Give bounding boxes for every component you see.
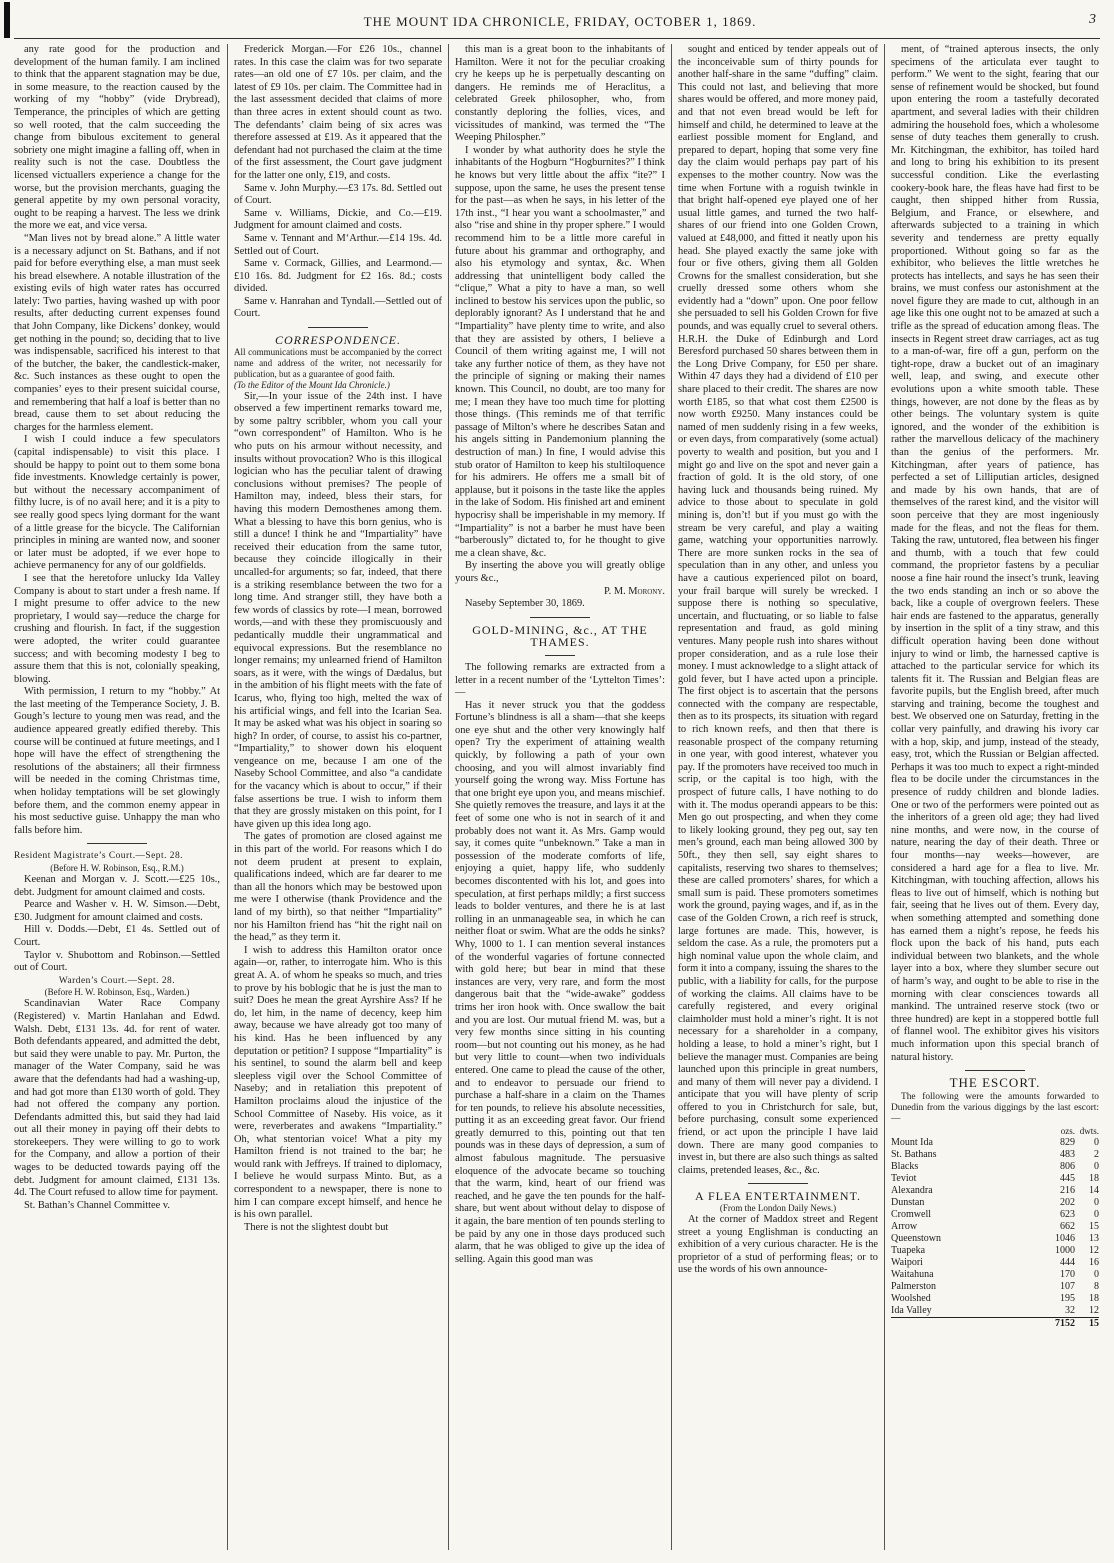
case-entry: Taylor v. Shubottom and Robinson.—Settled out of Court. [14,949,220,974]
page-number: 3 [1089,12,1096,27]
letter-paragraph: Sir,—In your issue of the 24th inst. I have observed a few impertinent remarks toward me, by some paltry scribbler, whom you call your “own correspondent” of Hamilton. Who is he who puts on his armour without necessity, and insults without provocation? Who is this illogical logician who has the peculiar talent of drawing conclusions without premises? The people of Hamilton may, indeed, bless their stars, for having this modern Demosthenes among them. What a blessing to have this born genius, who is still a dunce! I think he and “Impartiality” have received their education from the same tutor, because they coincide illogically in their uncalled-for arguments; so far, indeed, that there is a striking resemblance between the two for a long time. And stranger still, they have both a few words of classics by rote—I mean, borrowed words,—and with these they promiscuously and pedantically muddle their ungrammatical and equivocal expressions. But the resemblance no longer remains; my unlearned friend of Hamilton soars, as it were, with the wings of Dædalus, but in the ambition of his flight meets with the fate of Icarus, who, flying too high, melted the wax of his artificial wings, and fell into the Icarian Sea. It may be asked what was his object in soaring so high? In order, of course, to assist his co-partner, “Impartiality,” to shower down his eloquent vengeance on me, because I am one of the Naseby School Committee, and also “a candidate for the vacancy which is about to occur,” if their false assertions be true. I wish to inform them that they are grossly mistaken on this point, for I have given up this idea long ago. [234,390,442,830]
escort-total-dwts: 15 [1075,1317,1099,1330]
case-entry: Same v. Hanrahan and Tyndall.—Settled out of Court. [234,295,442,320]
section-rule [965,1070,1025,1071]
table-row: Arrow 662 15 [891,1220,1099,1232]
table-row: Cromwell 623 0 [891,1208,1099,1220]
case-entry: Keenan and Morgan v. J. Scott.—£25 10s., debt. Judgment for amount claimed and costs. [14,874,220,898]
letter-dateline: Naseby September 30, 1869. [465,598,585,610]
table-row: Woolshed 195 18 [891,1292,1099,1304]
article-paragraph: The following remarks are extracted from a letter in a recent number of the ‘Lyttelton Times’:— [455,661,665,699]
units-ozs: ozs. [1060,1125,1075,1136]
paragraph: any rate good for the production and development of the human family. I am inclined to think that the apparent stagnation may be due, in some measure, to the reaction caused by the working of my “hobby” (vide Drybread), Temperance, the principles of which are getting so well rooted, that the calm succeeding the change from bibulous excitement to general sobriety one might imagine a falling off, when in reality such is not the case. Doubtless the licensed victuallers experience a change for the worse, but the provision merchants, guaging the general appetite by my own personal voracity, ought to be reaping a harvest. The less we drink the more we eat, and vice versa. [14,44,220,232]
court-subheading: (Before H. W. Robinson, Esq., Warden.) [44,987,190,998]
table-row: Alexandra 216 14 [891,1184,1099,1196]
correspondence-heading: CORRESPONDENCE. [275,333,401,348]
column-3 [455,44,665,1550]
table-row: Waipori 444 16 [891,1256,1099,1268]
column-rule [448,44,449,1550]
section-rule [308,327,368,328]
table-row: Palmerston 107 8 [891,1280,1099,1292]
table-row: Queenstown 1046 13 [891,1232,1099,1244]
letter-paragraph: this man is a great boon to the inhabitants of Hamilton. Were it not for the peculiar croaking cry he keeps up he is perpetually descanting on dangers. He reminds me of Heraclitus, a celebrated Greek philosopher, who, from constantly deploring the follies, vices, and vicissitudes of mankind, was termed the “The Weeping Philospher.” [455,44,665,144]
column-1 [14,44,220,1550]
case-entry: Same v. John Murphy.—£3 17s. 8d. Settled out of Court. [234,182,442,207]
case-entry: Same v. Williams, Dickie, and Co.—£19. Judgment for amount claimed and costs. [234,207,442,232]
flea-heading: A FLEA ENTERTAINMENT. [694,1189,862,1204]
case-entry: Same v. Cormack, Gillies, and Learmond.—£10 16s. 8d. Judgment for £2 16s. 8d.; costs divided. [234,258,442,295]
table-row: Dunstan 202 0 [891,1196,1099,1208]
paragraph: “Man lives not by bread alone.” A little water is a necessary adjunct on St. Bathans, and if not paid for before everything else, a man must seek his bread elsewhere. A notable illustration of the existing evils of high water rates has occurred lately: Two parties, having washed up with poor results, after deducting current expenses found that John Company, like Dickens’ donkey, would get nothing in the pound; so, deciding that to live was indispensable, sacrificed his interest to that of the butcher, the baker, the candlestick-maker, &c. Such instances as these ought to open the companies’ eyes to their present suicidal course, and remembering that half a loaf is better than no bread, cause them to set about reducing the charges for the harmless element. [14,232,220,433]
letter-paragraph: By inserting the above you will greatly oblige yours &c., [455,560,665,584]
paragraph: I see that the heretofore unlucky Ida Valley Company is about to start under a fresh name. If I might presume to offer advice to the new proprietary, I would say—reduce the charge for crushing and flourish. In fact, if the suggestion were adopted, the writer could guarantee success; and with becoming modesty I beg to assure them that this is not, colonially speaking, blowing. [14,572,220,685]
paragraph: I wish I could induce a few speculators (capital indispensable) to visit this place. I should be happy to point out to them some bona fide investments. Knowledge certainly is power, but without the necessary accompaniment of filthy lucre, is of no avail here; and it is a pity to see really good specs lying dormant for the want of a little grease for the bicycle. The Californian principles in mining are wanted now, and sooner or later must be adopted, if we ever hope to achieve permanency for any of our goldfields. [14,434,220,572]
units-dwts: dwts. [1079,1125,1099,1136]
section-rule [87,843,147,844]
escort-table [891,1125,1099,1330]
court-subheading: (Before H. W. Robinson, Esq., R.M.) [50,863,184,873]
case-entry: Frederick Morgan.—For £26 10s., channel rates. In this case the claim was for two separate rates—an old one of £7 10s. per claim, and the latest of £9 10s. per claim. The Committee had in the last assessment decided that claims of more than three acres in extent should count as two. The defendants’ claim being of six acres was therefore assessed at £19. As it appeared that the defendant had not purchased the claim at the time of the first assessment, the Court gave judgment for the latter one only, £19, and costs. [234,44,442,181]
correspondence-note: All communications must be accompanied by the correct name and address of the writer, not necessarily for publication, but as a guarantee of good faith. [234,346,442,379]
table-row: St. Bathans 483 2 [891,1148,1099,1160]
table-row: Ida Valley 32 12 [891,1304,1099,1316]
article-paragraph: At the corner of Maddox street and Regent street a young Englishman is conducting an exhibition of a very curious character. He is the proprietor of a stud of performing fleas; or to use the words of his own announce- [678,1214,878,1276]
section-rule [530,617,590,618]
paragraph: With permission, I return to my “hobby.” At the last meeting of the Temperance Society, J. B. Gough’s lecture to young men was read, and the audience appeared greatly edified thereby. This course will be continued at future meetings, and I hope will have the effect of strengthening the resolutions of the abstainers; all their firmness will be needed in the coming Christmas time, when holiday temptations will be set glowingly before them, and the common enemy appear in his most seductive guise. Unhappy the man who falls before him. [14,686,220,836]
column-2 [234,44,442,1550]
table-row: Teviot 445 18 [891,1172,1099,1184]
escort-intro: The following were the amounts forwarded to Dunedin from the various diggings by the last escort:— [891,1091,1099,1124]
masthead-title: THE MOUNT IDA CHRONICLE, FRIDAY, OCTOBER 1, 1869. [363,14,757,29]
case-entry: Scandinavian Water Race Company (Registered) v. Martin Hanlahan and Edwd. Walsh. Debt, £131 13s. 4d. for rent of water. Both defendants appeared, and admitted the debt, but said they were unable to pay. Mr. Purton, the manager of the Water Company, said he was aware that the defendants had had a washing-up, and had got more than £130 worth of gold. They had not offered the company any portion. Defendants admitted this, but said they had laid out all their money in paying off their debts to storekeepers. They were willing to go to work for the Company, and allow a portion of their wages to be deducted towards paying off the debt. Judgment for amount claimed, £131 13s. 4d. The Court refused to allow time for payment. [14,998,220,1199]
to-editor-line: (To the Editor of the Mount Ida Chronicle.) [234,379,390,390]
flea-source: (From the London Daily News.) [719,1203,837,1214]
letter-paragraph: There is not the slightest doubt but [244,1221,389,1233]
case-entry: Same v. Tennant and M‘Arthur.—£14 19s. 4d. Settled out of Court. [234,232,442,257]
case-entry: Pearce and Washer v. H. W. Simson.—Debt, £30. Judgment for amount claimed and costs. [14,899,220,923]
table-row: Waitahuna 170 0 [891,1268,1099,1280]
court-heading: Resident Magistrate’s Court.—Sept. 28. [14,851,183,862]
escort-heading: THE ESCORT. [949,1075,1041,1091]
article-paragraph: sought and enticed by tender appeals out of the inconceivable sum of thirty pounds for another half-share in the same “duffing” claim. This could not last, and believing that more shares would be offered, and more money paid, and that not even bread would be left for himself and child, he determined to leave at the earliest possible moment for England, and prepared to depart, hoping that some very fine day the claim would perhaps pay part of his expenses to the mother country. Now was the time when Fortune with a roguish twinkle in that bright half-opened eye played one of her usual little games, and turned the two half-shares of our friend into one Golden Crown, valued at £48,000, and fitted it neatly upon his head. She played exactly the same joke with four or five others, giving them all Golden Crowns for the smallest consideration, but she cruelly dressed some others whom she evidently had a “down” upon. One poor fellow she persuaded to sell his Golden Crown for five pounds, and was equally cruel to several others. H.R.H. the Duke of Edinburgh and Lord Beresford purchased 50 shares between them in the Long Drive Company, for £50 per share. Within 47 days they had a dividend of £10 per share placed to their credit. The shares are now worth £185, so that what cost them £2500 is now worth £9250. Many instances could be named of men suddenly rising in a few weeks, or even days, from comparatively (some actual) poverty to wealth and position, but you and I might go and live on the spot and never gain a fraction of gold. It is the old story, of one having luck and thousands being ruined. My advice to those about to speculate in gold mining is, don’t! but if you must go with the stream be very careful, and play a waiting game, watching your opportunities narrowly. There are more sunken rocks in the sea of speculation than in any other, and unless you have a cautious experienced pilot on board, your frail barque will surely be wrecked. I suppose there is nothing so speculative, uncertain, and fluctuating, or so liable to false representation and fraud, as gold mining ventures. Many people rush into shares without proper consideration, and as a rule lose their money. I must acknowledge to a slight attack of gold fever, but I have acted upon a principle. The first object is to ascertain that the persons connected with the company are respectable, then as to its prospects, its situation with regard to rich known reefs, and then that there is reasonable prospect of the company returning in one year, with good interest, whatever you pay. If the promoters have received too much in scrip, or the capital is too high, with the prospect of future calls, I have nothing to do with it. The modus operandi appears to be this: Men go out prospecting, and when they come to likely looking ground, they peg out, say ten men’s ground, each man being allowed 300 by 50ft., they then sell, say eight shares to capitalists, reserving two shares to themselves; these are called promoters’ shares, for which a small sum is paid. These promoters sometimes work the ground, paying wages, and if, as in the case of the Golden Crown, a rich reef is struck, large fortunes are made. This, however, is seldom the case. As a rule, the promoters put a high nominal value upon the whole claim, and form it into a company, issuing the shares to the public, with a liability for calls, for the purpose of working the claims. All claims have to be carefully registered, and every original claimholder must hold a miner’s right. It is not necessary for a shareholder in a company, holding a lease, to hold a miner’s right, but I believe the manager must. Companies are being launched upon this principle in great numbers, and many of them will never pay a dividend. I anticipate that you will have plenty of scrip offered to you in Christchurch for sale, but, before purchasing, consult some experienced friend, or act upon the principle I have laid down. There are many good companies to invest in, but there are also such things as salted claims, pretended leases, &c., &c. [678,44,878,1176]
case-entry: St. Bathan’s Channel Committee v. [24,1199,170,1211]
letter-paragraph: The gates of promotion are closed against me in this part of the world. For reasons which I do not deem prudent at present to explain, qualifications indeed, which are far dearer to me than all the honors which may be bestowed upon me were I otherwise (thank Providence and the land of my birth), so that neither “Impartiality” nor his Hamilton friend has “hit the right nail on the head,” as they term it. [234,831,442,944]
letter-paragraph: I wish to address this Hamilton orator once again—or, rather, to interrogate him. Who is this great A. A. of whom he speaks so much, and tries to prove by his boblogic that he is just the man to suit? Does he mean the great Ayrshire Ass? If he do, let him, in the name of decency, keep him away, because we have already got too many of his kind. Has he been influenced by any deputation or petition? I suppose “Impartiality” is his sentinel, to sound the alarm bell and keep sleepless vigil over the School Committee of Naseby; and in retaliation this prepotent of Hamilton proclaims aloud the injustice of the School Committee of Naseby. His voice, as it were, reverberates and awakens “Impartiality.” Oh, what stentorian voice! What a pity my Hamilton friend is not trained to the bar; he would rank with Jeffreys. If trained to diplomacy, I believe he would surpass Minto. But, as a correspondent to a newspaper, there is none to him I can compare except himself, and hence he is his own parallel. [234,944,442,1221]
masthead-rule [14,38,1100,39]
masthead [0,0,1114,40]
escort-units-row [891,1125,1099,1137]
escort-total-ozs: 7152 [1041,1317,1075,1330]
margin-mark [4,2,10,38]
column-4 [678,44,878,1550]
table-row: Tuapeka 1000 12 [891,1244,1099,1256]
section-rule [545,655,575,656]
column-rule [884,44,885,1550]
gold-mining-heading: GOLD-MINING, &c., AT THE THAMES. [472,622,648,650]
article-paragraph: ment, of “trained apterous insects, the only specimens of the articulata ever taught to perform.” We went to the sight, fearing that our sense of refinement would be shocked, but found upon entering the room a tastefully decorated apartment, and several ladies with their children admiring the household foes, which a wholesome sense of duty teaches them generally to crush. Mr. Kitchingman, the exhibitor, has toiled hard and long to bring his exhibition to its present successful condition. Like the everlasting cookery-book hare, the fleas have had first to be caught, then shipped hither from Russia, Belgium, and France, or elsewhere, and afterwards subjected to a training in which severity and tenderness are pretty equally proportioned. Without going so far as the exhibitor, who believes the little wretches he protects has intellects, and says he has seen their brains, we must confess our astonishment at the novel figure they are made to cut, although in an age like this one ought not to be amazed at such a trifle as the spread of education among fleas. The insects in Regent street draw carriages, act as tug to a man-of-war, fire off a gun, perform on the tight-rope, draw a bucket out of an imaginary well, leap, and swing, and execute other evolutions upon a white smooth table. These things, however, are not done by the fleas as by other beings. The voluntary system is quite ignored, and the wonder of the exhibition is rather the marvellous delicacy of the machinery than the genius of the performers. Mr. Kitchingman, after years of patience, has perfected a set of Lilliputian articles, designed and made by his own hands, that are of themselves of the rarest kind, and the visitor will soon perceive that they are most ingeniously made for the fleas, and not the fleas for them. Taking the raw, untutored, flea between his finger and thumb, with a touch that few could command, the proprietor fastens by a peculiar noose a fine hair round the insect’s trunk, leaving the two ends standing an inch or so above the back, like a couple of overgrown feelers. These hair ends are fastened to the apparatus, generally by insertion in the split of a tiny straw, and this difficult operation having been done without injury to wind or limb, the harnessed captive is attached to the particular service for which its talents fit it. The Russian and Belgian fleas are favorite pupils, but the English breed, after much starving and training, become the toughest and best. We observed one on Saturday, fretting in the collar very painfully, and drawing his ivory car with a hop, skip, and jump, instead of the steady, easy, trot, which the Russian or Belgian affected. Perhaps it was too much to expect a right-minded flea to be docile under the circumstances in the presence of ruddy children and blonde ladies. One or two of the performers were pointed out as the inheritors of a green old age; they had lived nine months, and were now, in the course of nature, nearing the day of their death. Three or four months—nay weeks—however, are considered a hard age for a flea to live. Mr. Kitchingman, with touching affection, allows his fleas to live out of himself, which is nothing but fair, seeing that he lives out of them. Every day, when something attempted and something done has earned them a night’s repose, he feeds his flock upon the back of his hand, puts each individual between two blankets, and the whole layer into a box, where they slumber secure out of harm’s way, and ought to be able to rise in the morning with clear consciences towards all mankind. The untrained reserve stock (two or three hundred) are kept in a stoppered bottle full of flannel wool. The exhibitor gives his visitors much information upon this special branch of natural history. [891,44,1099,1063]
article-paragraph: Has it never struck you that the goddess Fortune’s blindness is all a sham—that she keeps one eye shut and the other very knowingly half open? Try the experiment of attaining wealth quickly, by following a path of your own choosing, and you will almost invariably find yourself going the wrong way. Miss Fortune has that one bright eye upon you, and means mischief. She quietly removes the treasure, and lays it at the feet of some one who is not in search of it and probably does not want it. As Mrs. Gamp would say, it comes quite “unbeknown.” Take a man in possession of the moderate comforts of life, enjoying a quiet, happy life, who suddenly becomes discontented with his lot, and goes into speculation, at first perhaps mildly; a first success leads to bolder ventures, and there he is at last rolling in an unmanageable sea, in which he can neither float or swim. What are the odds he sinks? Why, 1000 to 1. I can mention several instances of the wonderful vagaries of fortune connected with gold here; but bear in mind that these instances are very, very rare, and form the most dangerous bait that the “wide-awake” goddess trims her iron hook with. Once swallow the bait and you are lost. Our mutual friend M. was, but a very few months since sitting in his counting room—but not counting out his money, as he had but very little to count—when two individuals entered. One came to plead the cause of the other, and to endeavor to persuade our friend to purchase a half-share in a claim on the Thames for ten pounds, to relieve his absolute necessities, putting it as an exceeding great favor. Our friend greatly demurred to this, pointing out that ten pounds was in these days of depression, a sum of almost fabulous magnitude. The persuasive eloquence of the advocate became so touching that the warm, kind, heart of our friend was reached, and he gave the ten pounds for the half-share, but went about without delay to dispose of it again, the bare mention of ten pounds sterling to be paid by any one in those days produced such alarm, that he was obliged to give up the idea of selling. Again this good man was [455,699,665,1265]
court-heading: Warden’s Court.—Sept. 28. [58,975,176,986]
case-entry: Hill v. Dodds.—Debt, £1 4s. Settled out of Court. [14,924,220,948]
letter-signature: P. M. Morony. [604,585,665,597]
column-rule [227,44,228,1550]
column-5 [891,44,1099,1550]
column-rule [671,44,672,1550]
table-row: Blacks 806 0 [891,1160,1099,1172]
section-rule [748,1183,808,1184]
table-row: Mount Ida 829 0 [891,1136,1099,1148]
escort-total-row [891,1317,1099,1330]
letter-paragraph: I wonder by what authority does he style the inhabitants of the Hogburn “Hogburnites?” I think he knows but very little about the affix “ite?” I suppose, upon the same, he uses the present tense for the past—as when he says, in his letter of the 17th inst., “I hear you want a schoolmaster,” and also “rise and shine in thy proper sphere.” I would recommend him to be a little more careful in future about his grammar and orthography, and also his etymology and syntax, &c. When addressing that unintelligent body called the “clique,” What a pity to have a man, so well inclined to bestow his services upon the public, so deplorably ignorant? As I understand that he and “Impartiality” have plenty time to write, and also that they are assisted by others, I believe a Council of them writing against me, I will not take any further notice of them, as they have not the principle of signing or making their names known. This Council, no doubt, are too many for me; I mean they have too much time for plotting those things. (This reminds me of that terrific passage of Milton’s where he describes Satan and his angels sitting in Pandemonium planning the destruction of man.) In fine, I would advise this stub orator of Hamilton to keep his stultiloquence for his admirers. He offers me a small bit of applause, but it poisons in the taste like the apples in the lake of Sodom. His finished art and eminent hypocrisy shall be imperishable in my memory. If “Impartiality” is not a barber he must have been “barberously” dictated to, for he thought to give me a clean shave, &c. [455,144,665,559]
